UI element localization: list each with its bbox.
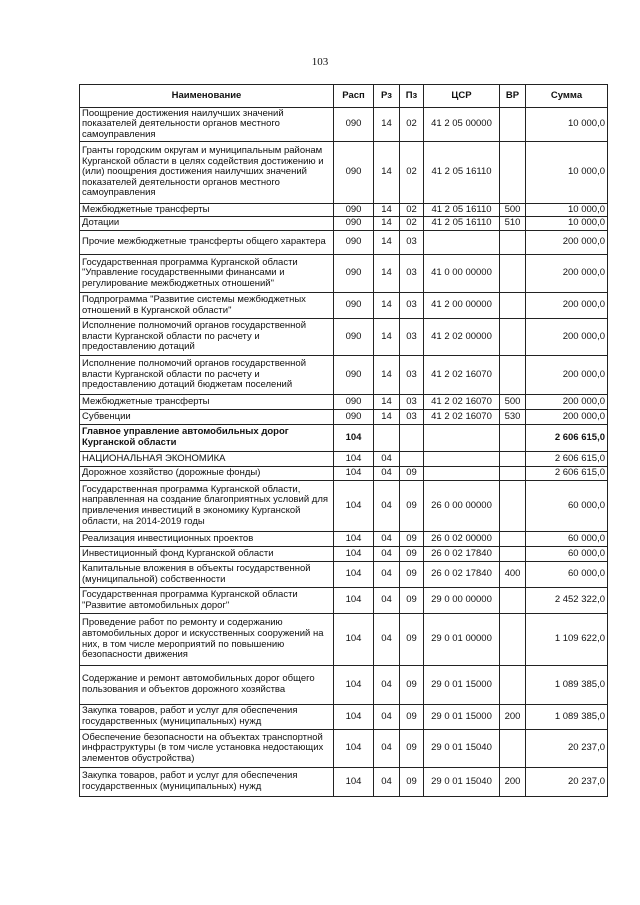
table-row — [80, 730, 608, 768]
row-name: Реализация инвестиционных проектов — [80, 532, 334, 547]
row-csr: 26 0 00 00000 — [424, 481, 500, 532]
table-row — [80, 142, 608, 204]
row-vr — [500, 547, 526, 562]
table-row — [80, 410, 608, 425]
row-csr: 41 2 05 00000 — [424, 108, 500, 142]
row-vr — [500, 231, 526, 255]
row-sum: 2 452 322,0 — [526, 588, 608, 614]
row-csr: 29 0 01 00000 — [424, 614, 500, 666]
table-row — [80, 666, 608, 705]
row-name: Поощрение достижения наилучших значений показателей деятельности органов местного самоуправления — [80, 108, 334, 142]
row-csr: 41 2 05 16110 — [424, 217, 500, 231]
row-sum: 200 000,0 — [526, 319, 608, 356]
row-name: Государственная программа Курганской области "Развитие автомобильных дорог" — [80, 588, 334, 614]
row-rz: 14 — [374, 142, 400, 204]
row-vr — [500, 532, 526, 547]
table-row — [80, 319, 608, 356]
row-csr: 41 2 02 16070 — [424, 356, 500, 395]
table-row — [80, 293, 608, 319]
row-name: Государственная программа Курганской области, направленная на создание благоприятных условий для привлечения инвестиций в экономику Курганской области, на 2014-2019 годы — [80, 481, 334, 532]
row-vr — [500, 730, 526, 768]
row-vr: 500 — [500, 395, 526, 410]
row-rz: 04 — [374, 705, 400, 730]
row-rasp: 104 — [334, 666, 374, 705]
row-name: Исполнение полномочий органов государственной власти Курганской области по расчету и предоставлению дотаций — [80, 319, 334, 356]
row-pz: 09 — [400, 467, 424, 481]
row-name: Инвестиционный фонд Курганской области — [80, 547, 334, 562]
table-row — [80, 588, 608, 614]
table-body — [80, 108, 608, 797]
row-sum: 10 000,0 — [526, 108, 608, 142]
row-pz: 09 — [400, 730, 424, 768]
row-csr: 26 0 02 17840 — [424, 547, 500, 562]
row-rasp: 104 — [334, 532, 374, 547]
row-name: Подпрограмма "Развитие системы межбюджетных отношений в Курганской области" — [80, 293, 334, 319]
table-header-row — [80, 85, 608, 108]
row-sum: 60 000,0 — [526, 547, 608, 562]
row-rz: 04 — [374, 666, 400, 705]
row-name: Обеспечение безопасности на объектах транспортной инфраструктуры (в том числе установка недостающих элементов обустройства) — [80, 730, 334, 768]
row-csr: 41 2 02 16070 — [424, 410, 500, 425]
row-pz: 03 — [400, 395, 424, 410]
header-name: Наименование — [80, 85, 334, 108]
table-row — [80, 425, 608, 452]
row-rasp: 090 — [334, 108, 374, 142]
header-vr: ВР — [500, 85, 526, 108]
row-csr: 29 0 01 15000 — [424, 705, 500, 730]
row-vr — [500, 255, 526, 293]
row-name: Дорожное хозяйство (дорожные фонды) — [80, 467, 334, 481]
row-vr — [500, 481, 526, 532]
row-vr — [500, 319, 526, 356]
header-rz: Рз — [374, 85, 400, 108]
row-vr — [500, 588, 526, 614]
row-pz: 02 — [400, 204, 424, 217]
row-sum: 60 000,0 — [526, 562, 608, 588]
row-sum: 20 237,0 — [526, 768, 608, 797]
table-row — [80, 547, 608, 562]
header-rasp: Расп — [334, 85, 374, 108]
row-rasp: 104 — [334, 730, 374, 768]
row-rasp: 090 — [334, 356, 374, 395]
row-name: Гранты городским округам и муниципальным районам Курганской области в целях содействия достижению и (или) поощрения достижения наилучших значений показателей деятельности органов местного самоуправления — [80, 142, 334, 204]
row-rasp: 090 — [334, 255, 374, 293]
table-row — [80, 705, 608, 730]
row-rz: 14 — [374, 395, 400, 410]
row-vr — [500, 614, 526, 666]
row-rz: 04 — [374, 768, 400, 797]
row-name: Проведение работ по ремонту и содержанию автомобильных дорог и искусственных сооружений на них, в том числе мероприятий по повышению безопасности движения — [80, 614, 334, 666]
row-csr: 26 0 02 00000 — [424, 532, 500, 547]
row-sum: 20 237,0 — [526, 730, 608, 768]
row-name: НАЦИОНАЛЬНАЯ ЭКОНОМИКА — [80, 452, 334, 467]
row-vr — [500, 108, 526, 142]
row-name: Закупка товаров, работ и услуг для обеспечения государственных (муниципальных) нужд — [80, 768, 334, 797]
row-pz: 03 — [400, 231, 424, 255]
row-rz: 14 — [374, 319, 400, 356]
row-csr: 41 2 05 16110 — [424, 142, 500, 204]
row-rasp: 090 — [334, 217, 374, 231]
row-vr: 500 — [500, 204, 526, 217]
row-pz — [400, 452, 424, 467]
row-csr: 41 2 05 16110 — [424, 204, 500, 217]
row-vr — [500, 452, 526, 467]
row-pz: 09 — [400, 614, 424, 666]
row-rasp: 090 — [334, 293, 374, 319]
row-vr: 200 — [500, 705, 526, 730]
row-sum: 200 000,0 — [526, 255, 608, 293]
row-rasp: 104 — [334, 425, 374, 452]
row-rasp: 104 — [334, 588, 374, 614]
row-pz: 03 — [400, 410, 424, 425]
row-name: Исполнение полномочий органов государственной власти Курганской области по расчету и предоставлению дотаций бюджетам поселений — [80, 356, 334, 395]
row-vr: 200 — [500, 768, 526, 797]
row-sum: 60 000,0 — [526, 481, 608, 532]
header-sum: Сумма — [526, 85, 608, 108]
row-pz: 09 — [400, 481, 424, 532]
row-rasp: 090 — [334, 410, 374, 425]
row-rz: 14 — [374, 231, 400, 255]
row-rz: 04 — [374, 562, 400, 588]
row-sum: 200 000,0 — [526, 410, 608, 425]
row-pz: 09 — [400, 768, 424, 797]
row-rasp: 104 — [334, 768, 374, 797]
row-rz: 04 — [374, 730, 400, 768]
row-pz: 09 — [400, 532, 424, 547]
row-rasp: 104 — [334, 547, 374, 562]
row-rasp: 104 — [334, 614, 374, 666]
row-rz: 14 — [374, 108, 400, 142]
row-pz: 02 — [400, 108, 424, 142]
table-row — [80, 562, 608, 588]
row-sum: 2 606 615,0 — [526, 467, 608, 481]
row-rz: 14 — [374, 293, 400, 319]
row-rasp: 104 — [334, 452, 374, 467]
row-rz: 14 — [374, 410, 400, 425]
row-rz: 14 — [374, 217, 400, 231]
row-rasp: 090 — [334, 231, 374, 255]
row-rz: 14 — [374, 204, 400, 217]
table-row — [80, 217, 608, 231]
row-sum: 2 606 615,0 — [526, 452, 608, 467]
row-sum: 60 000,0 — [526, 532, 608, 547]
row-name: Государственная программа Курганской области "Управление государственными финансами и регулирование межбюджетных отношений" — [80, 255, 334, 293]
row-csr: 29 0 01 15040 — [424, 768, 500, 797]
page-number: 103 — [311, 56, 329, 68]
row-rz: 04 — [374, 588, 400, 614]
row-pz — [400, 425, 424, 452]
row-sum: 10 000,0 — [526, 204, 608, 217]
table-row — [80, 108, 608, 142]
table-row — [80, 481, 608, 532]
row-rz: 14 — [374, 255, 400, 293]
row-vr: 510 — [500, 217, 526, 231]
row-sum: 200 000,0 — [526, 293, 608, 319]
row-rz: 04 — [374, 614, 400, 666]
row-csr: 26 0 02 17840 — [424, 562, 500, 588]
row-sum: 1 109 622,0 — [526, 614, 608, 666]
row-vr — [500, 467, 526, 481]
row-pz: 03 — [400, 293, 424, 319]
row-rasp: 104 — [334, 562, 374, 588]
row-rasp: 090 — [334, 319, 374, 356]
table-row — [80, 768, 608, 797]
row-name: Субвенции — [80, 410, 334, 425]
row-csr: 29 0 00 00000 — [424, 588, 500, 614]
row-rasp: 090 — [334, 142, 374, 204]
row-csr — [424, 425, 500, 452]
row-name: Главное управление автомобильных дорог Курганской области — [80, 425, 334, 452]
row-sum: 200 000,0 — [526, 231, 608, 255]
row-csr — [424, 467, 500, 481]
row-pz: 03 — [400, 356, 424, 395]
row-csr: 41 2 02 00000 — [424, 319, 500, 356]
row-vr — [500, 293, 526, 319]
row-pz: 02 — [400, 217, 424, 231]
table-row — [80, 356, 608, 395]
row-sum: 200 000,0 — [526, 356, 608, 395]
row-pz: 03 — [400, 255, 424, 293]
row-rasp: 090 — [334, 395, 374, 410]
row-vr — [500, 356, 526, 395]
row-rz — [374, 425, 400, 452]
row-sum: 200 000,0 — [526, 395, 608, 410]
row-csr: 29 0 01 15040 — [424, 730, 500, 768]
table-row — [80, 255, 608, 293]
row-rasp: 104 — [334, 705, 374, 730]
row-csr: 41 0 00 00000 — [424, 255, 500, 293]
row-rz: 04 — [374, 481, 400, 532]
row-sum: 1 089 385,0 — [526, 705, 608, 730]
row-pz: 09 — [400, 547, 424, 562]
row-name: Межбюджетные трансферты — [80, 204, 334, 217]
header-pz: Пз — [400, 85, 424, 108]
row-pz: 09 — [400, 666, 424, 705]
row-vr — [500, 666, 526, 705]
table-row — [80, 204, 608, 217]
table-row — [80, 467, 608, 481]
table-row — [80, 395, 608, 410]
row-vr: 400 — [500, 562, 526, 588]
row-name: Капитальные вложения в объекты государственной (муниципальной) собственности — [80, 562, 334, 588]
row-sum: 1 089 385,0 — [526, 666, 608, 705]
row-name: Закупка товаров, работ и услуг для обеспечения государственных (муниципальных) нужд — [80, 705, 334, 730]
table-row — [80, 452, 608, 467]
row-pz: 03 — [400, 319, 424, 356]
row-rz: 04 — [374, 532, 400, 547]
row-vr: 530 — [500, 410, 526, 425]
table-row — [80, 231, 608, 255]
row-sum: 10 000,0 — [526, 142, 608, 204]
row-sum: 2 606 615,0 — [526, 425, 608, 452]
row-name: Содержание и ремонт автомобильных дорог общего пользования и объектов дорожного хозяйства — [80, 666, 334, 705]
row-name: Дотации — [80, 217, 334, 231]
row-vr — [500, 425, 526, 452]
row-vr — [500, 142, 526, 204]
row-pz: 09 — [400, 588, 424, 614]
row-rz: 04 — [374, 547, 400, 562]
row-rasp: 104 — [334, 481, 374, 532]
row-rz: 04 — [374, 452, 400, 467]
row-rasp: 104 — [334, 467, 374, 481]
row-csr — [424, 231, 500, 255]
row-name: Межбюджетные трансферты — [80, 395, 334, 410]
row-rz: 04 — [374, 467, 400, 481]
row-rasp: 090 — [334, 204, 374, 217]
budget-table — [79, 84, 608, 797]
row-pz: 02 — [400, 142, 424, 204]
row-csr: 41 2 02 16070 — [424, 395, 500, 410]
row-sum: 10 000,0 — [526, 217, 608, 231]
row-csr: 29 0 01 15000 — [424, 666, 500, 705]
row-rz: 14 — [374, 356, 400, 395]
table-row — [80, 532, 608, 547]
header-csr: ЦСР — [424, 85, 500, 108]
row-pz: 09 — [400, 705, 424, 730]
row-name: Прочие межбюджетные трансферты общего характера — [80, 231, 334, 255]
row-csr: 41 2 00 00000 — [424, 293, 500, 319]
row-csr — [424, 452, 500, 467]
table-row — [80, 614, 608, 666]
row-pz: 09 — [400, 562, 424, 588]
